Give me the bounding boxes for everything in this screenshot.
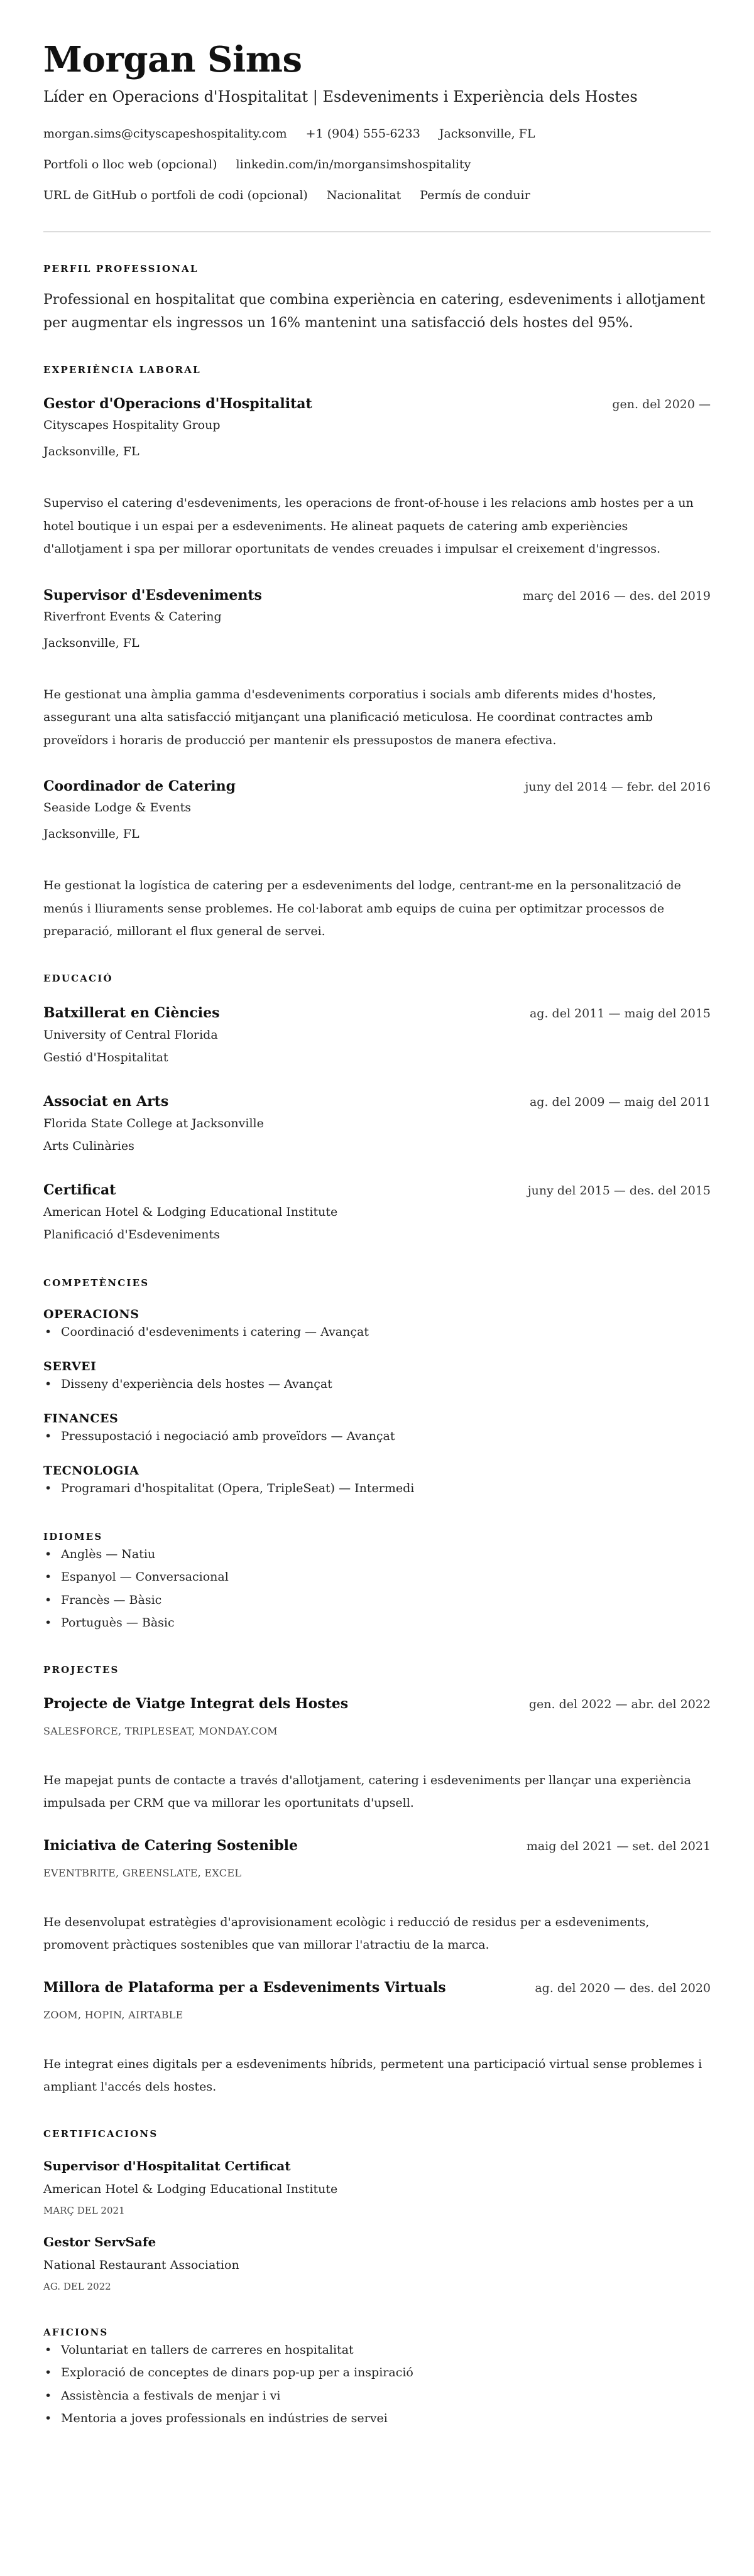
job-description: Superviso el catering d'esdeveniments, les operacions de front-of-house i les relacions amb hostes per a un hotel boutique i un espai per a esdeveniments. He alineat paquets de catering amb experiències d'allotjament i spa per millorar oportunitats de vendes creuades i impulsar el creixement d'ingressos. — [43, 496, 694, 556]
hobby-list — [43, 2339, 711, 2430]
job-dates: juny del 2014 — febr. del 2016 — [525, 780, 711, 794]
education-dates: ag. del 2009 — maig del 2011 — [529, 1095, 711, 1109]
skill-list — [43, 1375, 711, 1394]
project-title: Projecte de Viatge Integrat dels Hostes — [43, 1695, 349, 1712]
language-text: Espanyol — Conversacional — [61, 1570, 229, 1584]
language-item — [43, 1543, 711, 1566]
job-entry — [43, 586, 711, 752]
certification-issuer: National Restaurant Association — [43, 2258, 239, 2272]
certification-date: MARÇ DEL 2021 — [43, 2204, 125, 2216]
section-heading: CERTIFICACIONS — [43, 2128, 158, 2140]
project-dates: ag. del 2020 — des. del 2020 — [535, 1981, 711, 1995]
project-tech: ZOOM, HOPIN, AIRTABLE — [43, 2008, 183, 2021]
section-heading: PROJECTES — [43, 1664, 119, 1675]
degree: Batxillerat en Ciències — [43, 1004, 220, 1021]
language-text: Francès — Bàsic — [61, 1593, 162, 1607]
bullet-icon: • — [45, 1377, 52, 1391]
job-entry — [43, 394, 711, 561]
contact-location: Jacksonville, FL — [439, 127, 535, 141]
bullet-icon: • — [45, 2366, 52, 2379]
bullet-icon: • — [45, 1593, 52, 1607]
field-of-study: Planificació d'Esdeveniments — [43, 1227, 220, 1242]
language-text: Anglès — Natiu — [61, 1547, 156, 1561]
bullet-icon: • — [45, 1547, 52, 1561]
hobby-text: Exploració de conceptes de dinars pop-up per a inspiració — [61, 2366, 413, 2379]
hobbies-section — [43, 2326, 711, 2430]
institution: University of Central Florida — [43, 1027, 218, 1042]
resume-page — [43, 0, 711, 2455]
education-entry — [43, 1181, 711, 1248]
contact-row — [43, 186, 711, 205]
skill-item — [43, 1479, 711, 1498]
education-dates: ag. del 2011 — maig del 2015 — [529, 1006, 711, 1020]
certification-entry — [43, 2157, 711, 2217]
project-dates: maig del 2021 — set. del 2021 — [526, 1839, 711, 1853]
job-location: Jacksonville, FL — [43, 827, 139, 841]
summary-section — [43, 262, 711, 335]
bullet-icon: • — [45, 1324, 52, 1339]
contact-portfolio[interactable]: Portfoli o lloc web (opcional) — [43, 158, 217, 171]
field-of-study: Arts Culinàries — [43, 1139, 134, 1153]
degree: Certificat — [43, 1181, 116, 1198]
field-of-study: Gestió d'Hospitalitat — [43, 1050, 168, 1064]
skill-text: Coordinació d'esdeveniments i catering — Avançat — [61, 1324, 369, 1339]
section-heading: COMPETÈNCIES — [43, 1277, 150, 1289]
education-entry — [43, 1092, 711, 1159]
contact-nationality: Nacionalitat — [326, 188, 402, 202]
contact-row — [43, 155, 711, 174]
candidate-headline: Líder en Operacions d'Hospitalitat | Esdeveniments i Experiència dels Hostes — [43, 88, 638, 106]
project-description: He mapejat punts de contacte a través d'allotjament, catering i esdeveniments per llançar una experiència impulsada per CRM que va millorar les oportunitats d'upsell. — [43, 1773, 691, 1810]
contact-github[interactable]: URL de GitHub o portfoli de codi (opcional) — [43, 188, 308, 202]
skill-category: FINANCES — [43, 1411, 119, 1426]
contact-phone[interactable]: +1 (904) 555-6233 — [305, 127, 420, 141]
skill-category: OPERACIONS — [43, 1307, 139, 1321]
skill-category: SERVEI — [43, 1359, 97, 1373]
job-title: Gestor d'Operacions d'Hospitalitat — [43, 396, 312, 412]
job-company: Seaside Lodge & Events — [43, 801, 191, 814]
skill-item — [43, 1323, 711, 1341]
certification-entry — [43, 2233, 711, 2293]
degree: Associat en Arts — [43, 1093, 169, 1110]
job-entry — [43, 777, 711, 943]
project-description: He integrat eines digitals per a esdeveniments híbrids, permetent una participació virtual sense problemes i ampliant l'accés dels hostes. — [43, 2057, 702, 2094]
job-company: Cityscapes Hospitality Group — [43, 418, 221, 432]
education-section — [43, 972, 711, 1248]
skill-text: Programari d'hospitalitat (Opera, TripleSeat) — Intermedi — [61, 1481, 415, 1495]
job-title: Coordinador de Catering — [43, 778, 236, 794]
project-entry — [43, 1836, 711, 1957]
job-location: Jacksonville, FL — [43, 445, 139, 458]
contact-linkedin[interactable]: linkedin.com/in/morgansimshospitality — [236, 158, 471, 171]
education-dates: juny del 2015 — des. del 2015 — [527, 1183, 711, 1198]
candidate-name: Morgan Sims — [43, 39, 302, 80]
skill-list — [43, 1479, 711, 1498]
institution: American Hotel & Lodging Educational Institute — [43, 1204, 338, 1219]
skill-list — [43, 1427, 711, 1446]
section-heading: IDIOMES — [43, 1530, 103, 1542]
experience-section — [43, 364, 711, 943]
job-location: Jacksonville, FL — [43, 636, 139, 650]
skill-text: Disseny d'experiència dels hostes — Avançat — [61, 1377, 332, 1391]
contact-email[interactable]: morgan.sims@cityscapeshospitality.com — [43, 127, 287, 141]
job-title: Supervisor d'Esdeveniments — [43, 587, 262, 603]
skills-section — [43, 1277, 711, 1498]
job-description: He gestionat una àmplia gamma d'esdeveniments corporatius i socials amb diferents mides d'hostes, assegurant una alta satisfacció mitjançant una planificació meticulosa. He coordinat contractes amb proveïdors i horaris de producció per mantenir els pressupostos de manera efectiva. — [43, 687, 657, 747]
skill-category: TECNOLOGIA — [43, 1463, 139, 1478]
project-entry — [43, 1694, 711, 1815]
job-company: Riverfront Events & Catering — [43, 609, 222, 624]
section-heading: EDUCACIÓ — [43, 972, 113, 984]
job-dates: gen. del 2020 — — [612, 398, 711, 411]
bullet-icon: • — [45, 1616, 52, 1630]
education-entry — [43, 1004, 711, 1071]
project-description: He desenvolupat estratègies d'aprovisionament ecològic i reducció de residus per a esdeveniments, promovent pràctiques sostenibles que van millorar l'atractiu de la marca. — [43, 1915, 650, 1952]
project-title: Millora de Plataforma per a Esdeveniments Virtuals — [43, 1979, 446, 1996]
bullet-icon: • — [45, 1481, 52, 1495]
contact-row — [43, 124, 711, 143]
hobby-text: Voluntariat en tallers de carreres en hospitalitat — [61, 2342, 354, 2357]
project-title: Iniciativa de Catering Sostenible — [43, 1837, 298, 1854]
summary-text: Professional en hospitalitat que combina experiència en catering, esdeveniments i allotjament per augmentar els ingressos un 16% mantenint una satisfacció dels hostes del 95%. — [43, 292, 706, 331]
languages-section — [43, 1530, 711, 1635]
language-item — [43, 1566, 711, 1589]
skill-text: Pressupostació i negociació amb proveïdors — Avançat — [61, 1429, 395, 1443]
language-text: Portuguès — Bàsic — [61, 1616, 175, 1630]
skill-list — [43, 1323, 711, 1341]
certification-issuer: American Hotel & Lodging Educational Institute — [43, 2182, 338, 2196]
section-heading: PERFIL PROFESSIONAL — [43, 263, 199, 274]
project-dates: gen. del 2022 — abr. del 2022 — [528, 1697, 711, 1711]
skill-item — [43, 1427, 711, 1446]
projects-section — [43, 1664, 711, 2099]
hobby-item — [43, 2339, 711, 2362]
project-entry — [43, 1978, 711, 2099]
hobby-item — [43, 2384, 711, 2408]
section-heading: EXPERIÈNCIA LABORAL — [43, 364, 201, 376]
certification-date: AG. DEL 2022 — [43, 2280, 111, 2292]
bullet-icon: • — [45, 2411, 52, 2425]
resume-header — [43, 39, 711, 205]
hobby-item — [43, 2407, 711, 2430]
project-tech: SALESFORCE, TRIPLESEAT, MONDAY.COM — [43, 1724, 278, 1737]
certification-name: Supervisor d'Hospitalitat Certificat — [43, 2158, 291, 2173]
section-heading: AFICIONS — [43, 2326, 109, 2338]
language-list — [43, 1543, 711, 1635]
bullet-icon: • — [45, 2342, 52, 2357]
skill-item — [43, 1375, 711, 1394]
hobby-item — [43, 2361, 711, 2384]
bullet-icon: • — [45, 2388, 52, 2403]
language-item — [43, 1589, 711, 1612]
header-divider — [43, 231, 711, 232]
job-description: He gestionat la logística de catering per a esdeveniments del lodge, centrant-me en la personalització de menús i lliuraments sense problemes. He col·laborat amb equips de cuina per optimitzar processos de preparació, millorant el flux general de servei. — [43, 879, 681, 938]
bullet-icon: • — [45, 1570, 52, 1584]
contact-driving-license: Permís de conduir — [420, 188, 530, 202]
hobby-text: Assistència a festivals de menjar i vi — [61, 2388, 281, 2403]
language-item — [43, 1611, 711, 1635]
certification-name: Gestor ServSafe — [43, 2234, 156, 2249]
job-dates: març del 2016 — des. del 2019 — [522, 588, 711, 603]
project-tech: EVENTBRITE, GREENSLATE, EXCEL — [43, 1866, 242, 1879]
certifications-section — [43, 2128, 711, 2293]
bullet-icon: • — [45, 1429, 52, 1443]
hobby-text: Mentoria a joves professionals en indústries de servei — [61, 2411, 388, 2425]
institution: Florida State College at Jacksonville — [43, 1116, 264, 1130]
